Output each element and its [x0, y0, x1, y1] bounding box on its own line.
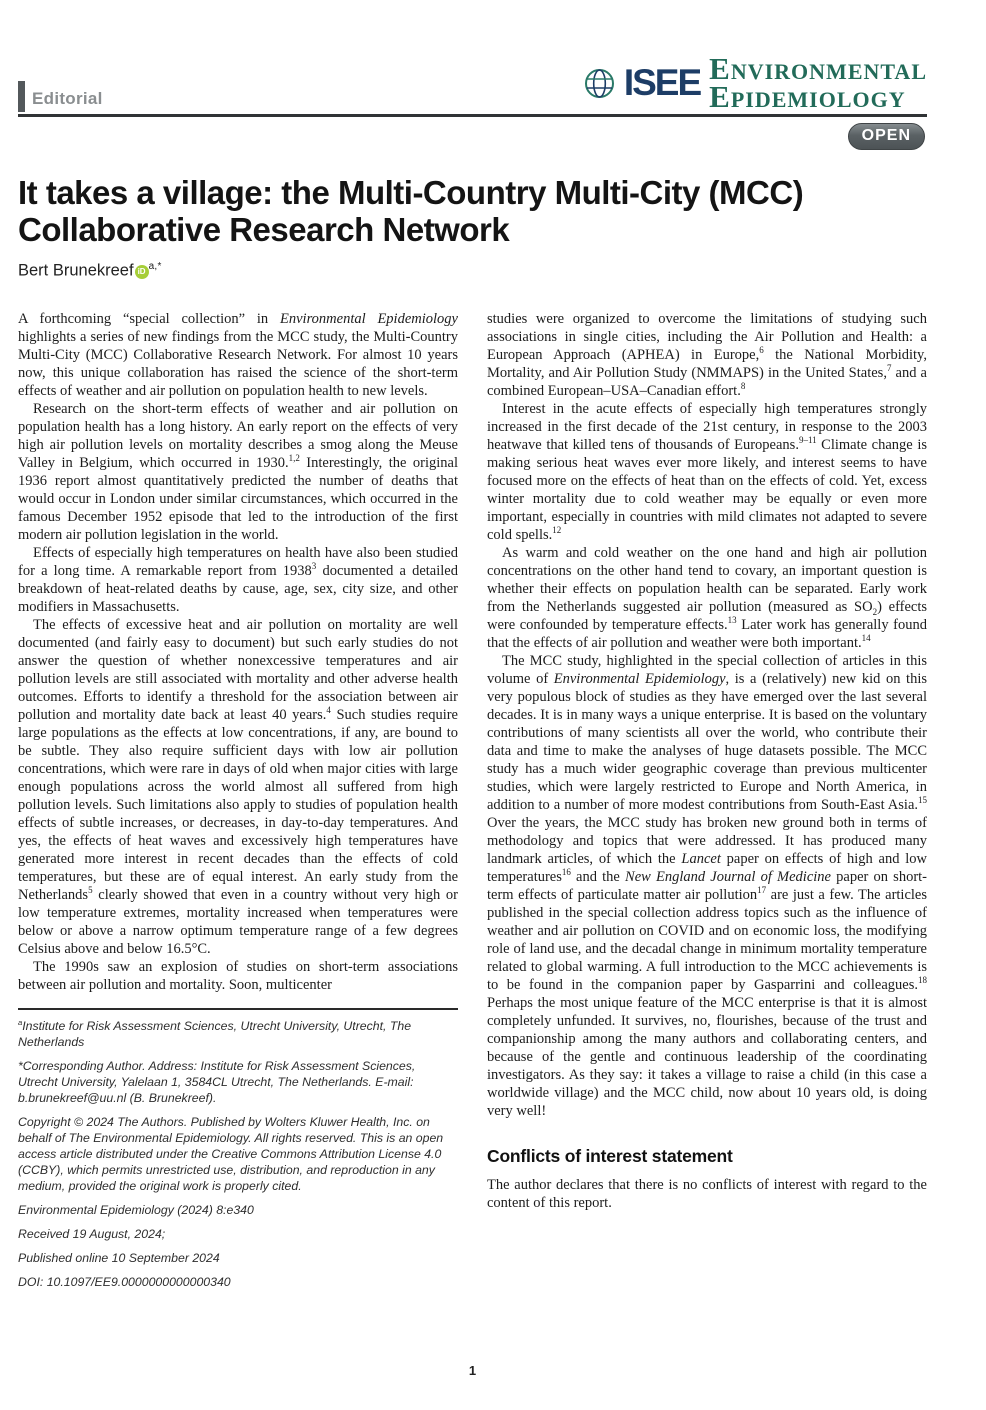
journal-name-line1: Environmental [709, 51, 927, 86]
right-column [487, 310, 927, 1290]
author-affiliation-marks: a,* [148, 261, 162, 272]
article-title: It takes a village: the Multi-Country Multi-City (MCC) Collaborative Research Network [18, 174, 804, 248]
body-paragraph: The 1990s saw an explosion of studies on short-term associations between air pollution and mortality. Soon, multicenter [18, 958, 458, 993]
body-paragraph: Research on the short-term effects of weather and air pollution on population health has a long history. An early report on the effects of very high air pollution levels on mortality describes a smog along the Meuse Valley in Belgium, which occurred in 1930.$^{1,2}$ Interestingly, the original 1936 report almost quantitatively predicted the number of deaths that would occur in London under similar circumstances, which occurred in the famous December 1952 episode that led to the introduction of the first modern air pollution legislation in the world. [18, 400, 458, 543]
section-label: Editorial [32, 89, 103, 108]
footnote: Published online 10 September 2024 [18, 1250, 220, 1265]
page-number: 1 [468, 1363, 477, 1378]
two-column-body [18, 310, 927, 1290]
body-paragraph: Interest in the acute effects of especially high temperatures strongly increased in the first decade of the 21st century, in response to the 2003 heatwave that killed tens of thousands of Europeans.$^{9-11}$ Climate change is making serious heat waves ever more likely, and interest seems to have focused more on the effects of heat than on the effects of cold. Yet, excess winter mortality due to cold weather may be equally or even more important, especially in countries with mild climates not adapted to severe cold spells.$^{12}$ [487, 400, 927, 543]
orcid-icon[interactable]: iD [135, 265, 149, 279]
conflicts-heading: Conflicts of interest statement [487, 1145, 733, 1166]
body-paragraph: As warm and cold weather on the one hand and high air pollution concentrations on the other hand tend to covary, an important question is whether their effects on population health can be separated. Early work from the Netherlands suggested air pollution (measured as $SO_2$) effects were confounded by temperature effects.$^{13}$ Later work has generally found that the effects of air pollution and weather were both important.$^{14}$ [487, 544, 928, 651]
journal-name [709, 51, 927, 114]
footnote: Copyright © 2024 The Authors. Published by Wolters Kluwer Health, Inc. on behalf of The Environmental Epidemiology. All rights reserved. This is an open access article distributed under the Creative Commons Attribution License 4.0 (CCBY), which permits unrestricted use, distribution, and reproduction in any medium, provided the original work is properly cited. [18, 1114, 444, 1193]
footnotes-block [18, 1018, 458, 1290]
section-banner [18, 81, 103, 113]
footnote: Environmental Epidemiology (2024) 8:e340 [18, 1202, 254, 1217]
masthead-rule [18, 114, 927, 117]
journal-logo [584, 51, 927, 114]
open-access-badge[interactable]: OPEN [848, 123, 925, 150]
body-paragraph: The MCC study, highlighted in the special collection of articles in this volume of Environmental Epidemiology, is a (relatively) new kid on this very populous block of studies as they have emerged over the last several decades. It is in many ways a unique enterprise. It is based on the voluntary contributions of many scientists all over the world, who contribute their data and time to make the analyses of huge datasets possible. The MCC study has a much wider geographic coverage than previous multicenter studies, which were largely restricted to Europe and North America, in addition to a number of more modest contributions from South-East Asia.$^{15}$ Over the years, the MCC study has broken new ground both in terms of methodology and topics that were addressed. It has produced many landmark articles, of which the Lancet paper on effects of high and low temperatures$^{16}$ and the New England Journal of Medicine paper on short-term effects of particulate matter air pollution$^{17}$ are just a few. The articles published in the special collection address topics such as the influence of weather and air pollution on COVID and on economic loss, the modifying role of land use, and the decadal change in minimum mortality temperature related to global warming. A full introduction to the MCC achievements is to be found in the companion paper by Gasparrini and colleagues.$^{18}$ Perhaps the most unique feature of the MCC enterprise is that it is almost completely unfunded. It survives, no, flourishes, because of the trust and companionship among the many authors and collaborating centers, and because of the gentle and continuous leadership of the coordinating investigators. As they say: it takes a village to raise a child (in this case a worldwide village) and the MCC child, now about 10 years old, is doing very well! [487, 652, 928, 1119]
body-paragraph: studies were organized to overcome the limitations of studying such associations in single cities, including the Air Pollution and Health: a European Approach (APHEA) in Europe,$^6$ the National Morbidity, Mortality, and Air Pollution Study (NMMAPS) in the United States,$^7$ and a combined European–USA–Canadian effort.$^8$ [487, 310, 927, 399]
isee-wordmark: ISEE [623, 62, 701, 103]
footnote-divider [18, 1008, 458, 1010]
footnote: *Corresponding Author. Address: Institute for Risk Assessment Sciences, Utrecht University, Yalelaan 1, 3584CL Utrecht, The Netherlands. E-mail: b.brunekreef@uu.nl (B. Brunekreef). [18, 1058, 416, 1105]
open-badge-row [18, 123, 927, 150]
footnote: $^a$Institute for Risk Assessment Sciences, Utrecht University, Utrecht, The Netherlands [18, 1017, 412, 1049]
body-paragraph: The effects of excessive heat and air pollution on mortality are well documented (and fairly easy to document) but such early studies do not answer the question of whether nonexcessive temperatures and air pollution levels are still associated with mortality and other adverse health outcomes. Efforts to identify a threshold for the association between air pollution and mortality date back at least 40 years.$^4$ Such studies require large populations as the effects at low concentrations, if any, are bound to be subtle. They also require sufficient days with low air pollution concentrations, which were rare in days of old when major cities with large enough populations across the world almost all suffered from high pollution levels. Such limitations also apply to studies of population health effects of subtle increases, or decreases, in day-to-day temperatures. And yes, the effects of heat waves and excessively high temperatures have generated more interest in recent decades than the effects of cold temperatures, but these are of equal interest. An early study from the Netherlands$^5$ clearly showed that even in a country without very high or low temperature extremes, mortality increased when temperatures were below or above a narrow optimum temperature range of a few degrees Celsius above and below 16.5°C. [18, 616, 458, 957]
left-column [18, 310, 458, 1290]
footnote: Received 19 August, 2024; [18, 1226, 166, 1241]
journal-name-line2: Epidemiology [709, 79, 906, 114]
left-column-paragraphs [18, 310, 458, 994]
author-line [18, 261, 927, 281]
body-paragraph: The author declares that there is no conflicts of interest with regard to the content of this report. [487, 1176, 927, 1211]
isee-globe-icon [584, 68, 615, 99]
body-paragraph: Effects of especially high temperatures on health have also been studied for a long time. A remarkable report from 1938$^3$ documented a detailed breakdown of heat-related deaths by cause, age, sex, city size, and other modifiers in Massachusetts. [18, 544, 458, 615]
masthead [18, 51, 927, 114]
section-bar [18, 81, 25, 112]
footnote: DOI: 10.1097/EE9.0000000000000340 [18, 1274, 231, 1289]
body-paragraph: A forthcoming “special collection” in Environmental Epidemiology highlights a series of new findings from the MCC study, the Multi-Country Multi-City (MCC) Collaborative Research Network. For almost 10 years now, this unique collaboration has raised the science of the short-term effects of weather and air pollution on population health to new levels. [18, 310, 458, 399]
conflicts-paragraphs [487, 1176, 927, 1212]
author-name: Bert Brunekreef [18, 261, 134, 280]
right-column-paragraphs [487, 310, 927, 1120]
